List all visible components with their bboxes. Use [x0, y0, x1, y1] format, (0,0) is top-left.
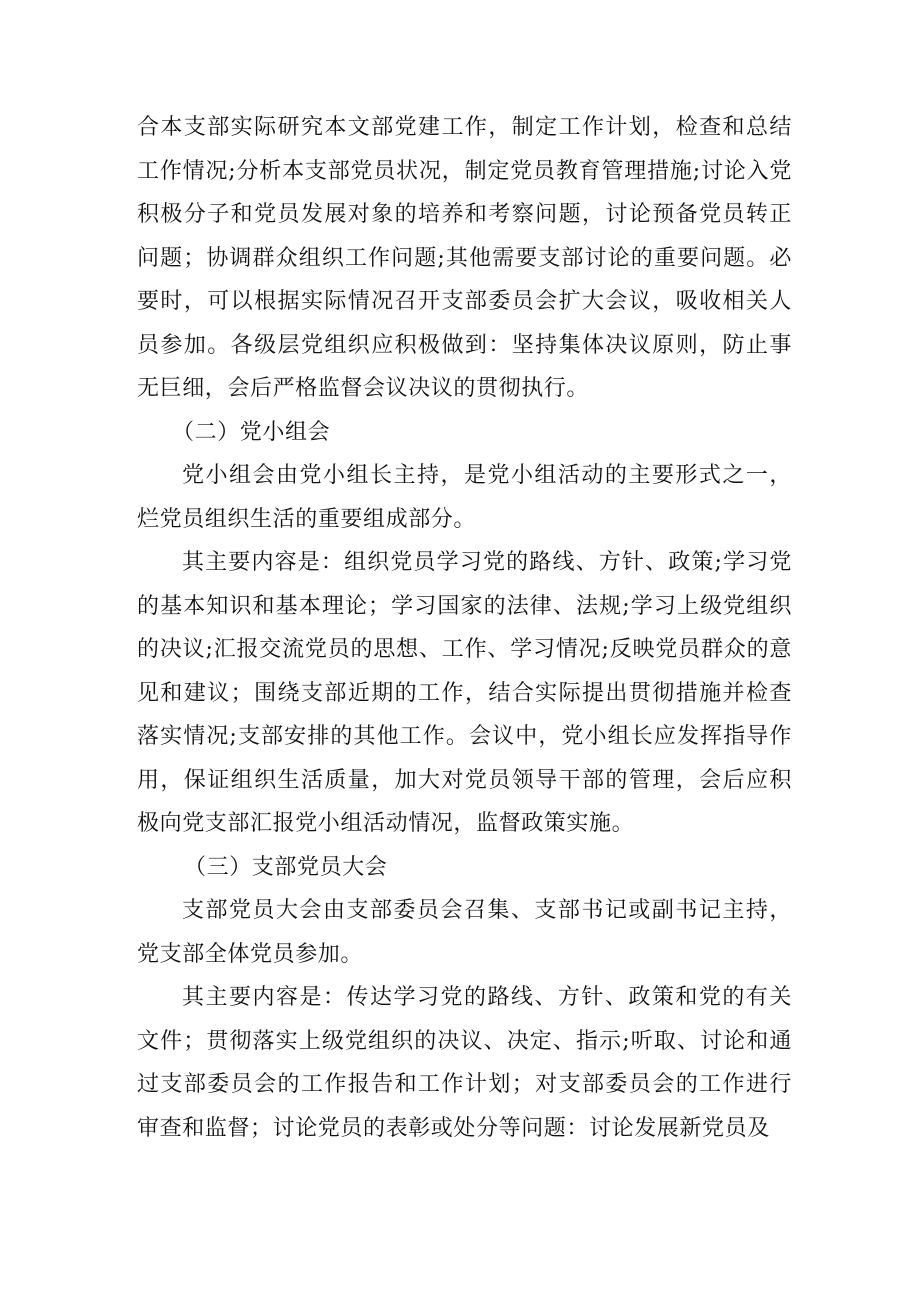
paragraph-continuation: 合本支部实际研究本文部党建工作，制定工作计划，检查和总结工作情况;分析本支部党员状况，制定党员教育管理措施;讨论入党积极分子和党员发展对象的培养和考察问题，讨论预备党员转正问题；协调群众组织工作问题;其他需要支部讨论的重要问题。必要时，可以根据实际情况召开支部委员会扩大会议，吸收相关人员参加。各级层党组织应积极做到：坚持集体决议原则，防止事无巨细，会后严格监督会议决议的贯彻执行。: [137, 115, 792, 401]
paragraph-branch-meeting-intro: 支部党员大会由支部委员会召集、支部书记或副书记主持，党支部全体党员参加。: [137, 898, 792, 967]
document-body: [137, 106, 792, 1150]
section-heading-party-group-meeting: （二）党小组会: [172, 419, 331, 445]
paragraph-branch-meeting-content: 其主要内容是：传达学习党的路线、方针、政策和党的有关文件；贯彻落实上级党组织的决议、决定、指示;听取、讨论和通过支部委员会的工作报告和工作计划；对支部委员会的工作进行审查和监督；讨论党员的表彰或处分等问题：讨论发展新党员及: [137, 985, 792, 1141]
section-heading-branch-general-meeting: （三）支部党员大会: [184, 854, 388, 880]
paragraph-party-group-content: 其主要内容是：组织党员学习党的路线、方针、政策;学习党的基本知识和基本理论；学习国家的法律、法规;学习上级党组织的决议;汇报交流党员的思想、工作、学习情况;反映党员群众的意见和建议；围绕支部近期的工作，结合实际提出贯彻措施并检查落实情况;支部安排的其他工作。会议中，党小组长应发挥指导作用，保证组织生活质量，加大对党员领导干部的管理，会后应积极向党支部汇报党小组活动情况，监督政策实施。: [137, 550, 792, 836]
paragraph-party-group-intro: 党小组会由党小组长主持，是党小组活动的主要形式之一，烂党员组织生活的重要组成部分。: [137, 463, 792, 532]
